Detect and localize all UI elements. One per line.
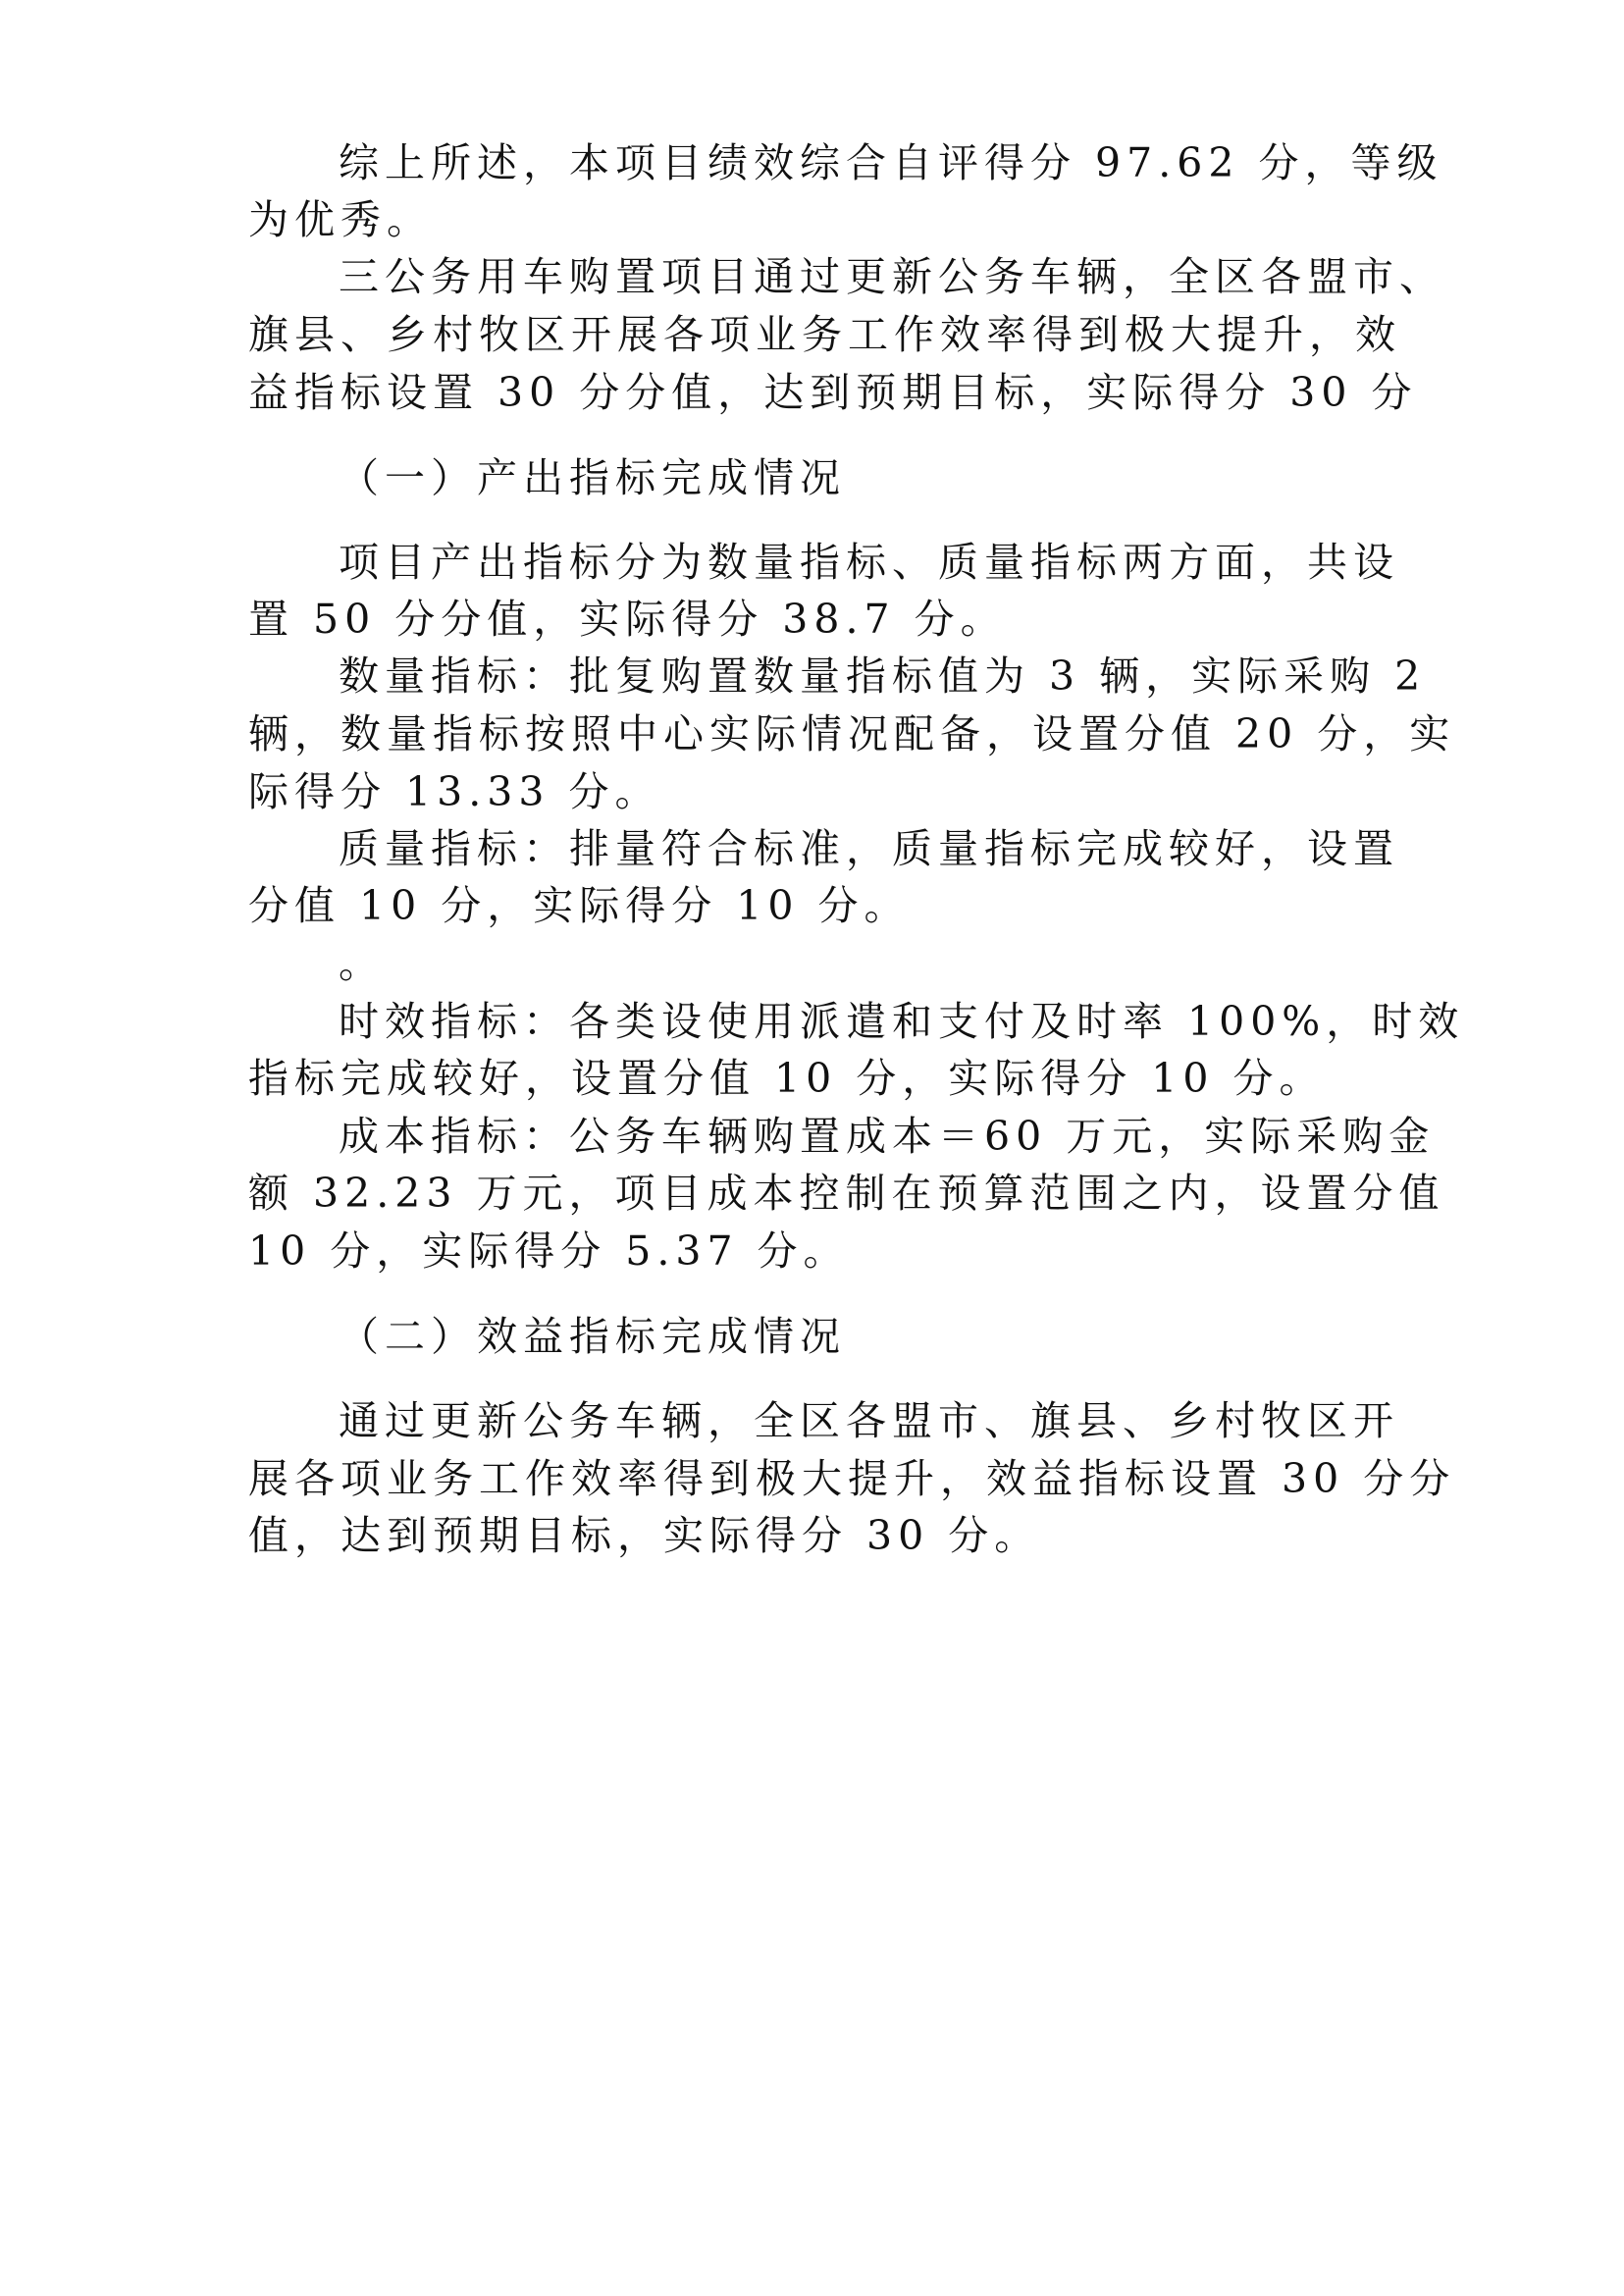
quantity-line-1: 数量指标：批复购置数量指标值为 3 辆，实际采购 2 [339,652,1427,700]
benefit-detail-line-1: 通过更新公务车辆，全区各盟市、旗县、乡村牧区开 [339,1397,1399,1444]
quality-line-2: 分值 10 分，实际得分 10 分。 [248,882,911,929]
benefit-detail-line-2: 展各项业务工作效率得到极大提升，效益指标设置 30 分分 [248,1455,1456,1502]
quantity-line-3: 际得分 13.33 分。 [248,768,661,815]
benefit-detail-line-3: 值，达到预期目标，实际得分 30 分。 [248,1512,1041,1559]
section-heading-output: （一）产出指标完成情况 [339,454,846,501]
benefit-intro-line-2: 旗县、乡村牧区开展各项业务工作效率得到极大提升，效 [248,311,1401,358]
summary-line-2: 为优秀。 [248,196,433,243]
cost-line-2: 额 32.23 万元，项目成本控制在预算范围之内，设置分值 [248,1170,1445,1217]
timeliness-line-2: 指标完成较好，设置分值 10 分，实际得分 10 分。 [248,1055,1326,1102]
cost-line-3: 10 分，实际得分 5.37 分。 [248,1227,850,1275]
output-overview-line-1: 项目产出指标分为数量指标、质量指标两方面，共设 [339,539,1399,586]
section-heading-benefit: （二）效益指标完成情况 [339,1313,846,1360]
quality-line-1: 质量指标：排量符合标准，质量指标完成较好，设置 [339,825,1399,872]
output-overview-line-2: 置 50 分分值，实际得分 38.7 分。 [248,596,1007,643]
benefit-intro-line-1: 三公务用车购置项目通过更新公务车辆，全区各盟市、 [339,253,1445,300]
timeliness-line-1: 时效指标：各类设使用派遣和支付及时率 100%，时效 [339,998,1465,1045]
cost-line-1: 成本指标：公务车辆购置成本＝60 万元，实际采购金 [339,1113,1436,1160]
benefit-intro-line-3: 益指标设置 30 分分值，达到预期目标，实际得分 30 分 [248,369,1418,416]
quantity-line-2: 辆，数量指标按照中心实际情况配备，设置分值 20 分，实 [248,710,1456,757]
summary-line-1: 综上所述，本项目绩效综合自评得分 97.62 分，等级 [339,139,1443,186]
stray-period: 。 [339,940,385,987]
